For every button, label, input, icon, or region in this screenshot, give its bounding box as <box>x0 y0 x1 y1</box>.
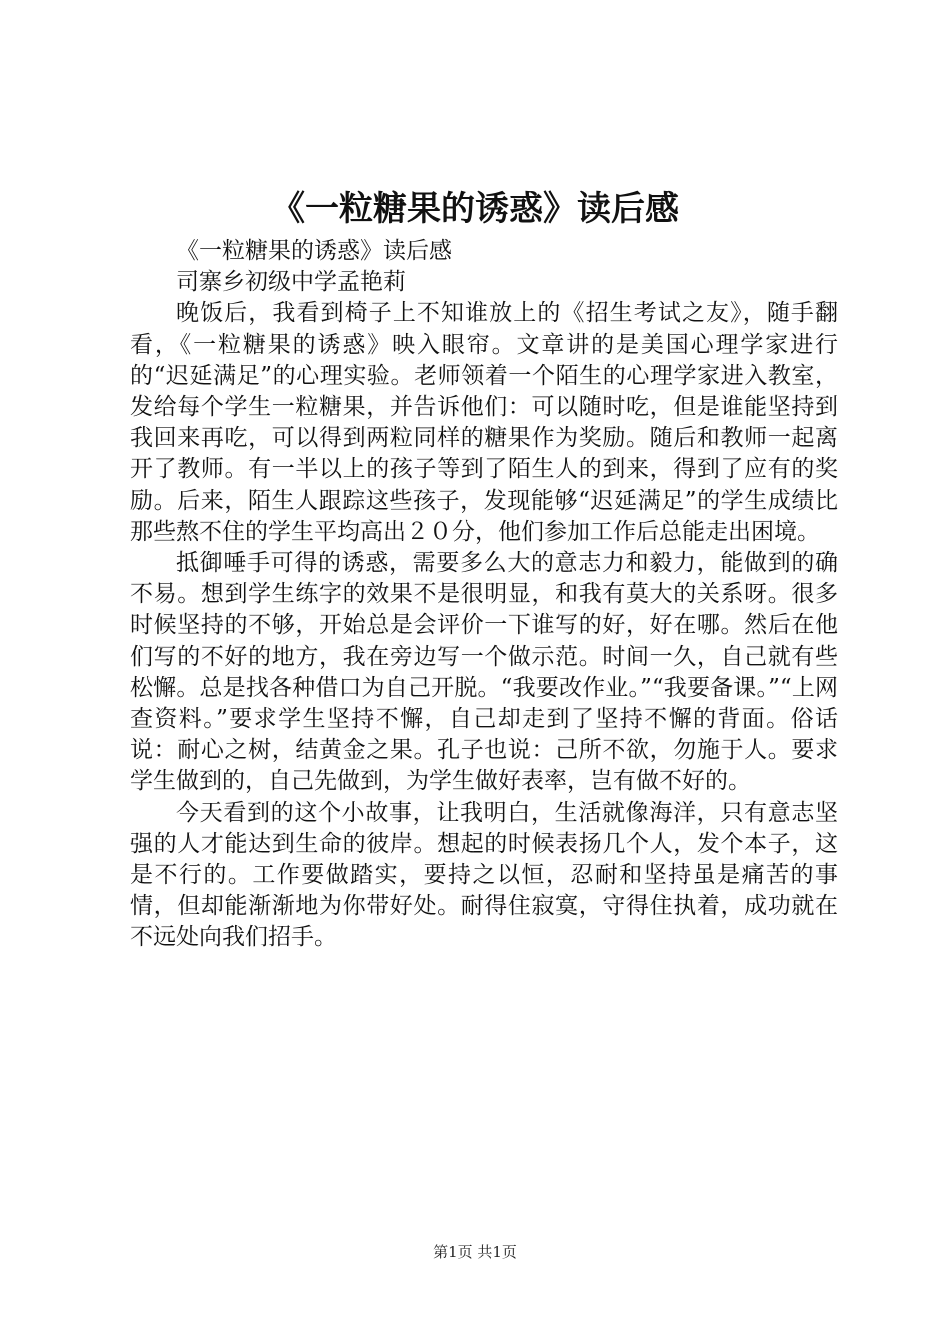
paragraph-subtitle: 《一粒糖果的诱惑》读后感 <box>176 238 452 264</box>
paragraph-3: 今天看到的这个小故事，让我明白，生活就像海洋，只有意志坚强的人才能达到生命的彼岸。想起的时候表扬几个人，发个本子，这是不行的。工作要做踏实，要持之以恒，忍耐和坚持虽是痛苦的事情，但却能渐渐地为你带好处。耐得住寂寞，守得住执着，成功就在不远处向我们招手。 <box>130 799 838 951</box>
document-body <box>130 236 838 954</box>
paragraph-2: 抵御唾手可得的诱惑，需要多么大的意志力和毅力，能做到的确不易。想到学生练字的效果不是很明显，和我有莫大的关系呀。很多时候坚持的不够，开始总是会评价一下谁写的好，好在哪。然后在他们写的不好的地方，我在旁边写一个做示范。时间一久，自己就有些松懈。总是找各种借口为自己开脱。“我要改作业。”“我要备课。”“上网查资料。”要求学生坚持不懈，自己却走到了坚持不懈的背面。俗话说：耐心之树，结黄金之果。孔子也说：己所不欲，勿施于人。要求学生做到的，自己先做到，为学生做好表率，岂有做不好的。 <box>130 550 838 795</box>
paragraph-author: 司寨乡初级中学孟艳莉 <box>176 269 406 296</box>
paragraph-1: 晚饭后，我看到椅子上不知谁放上的《招生考试之友》，随手翻看，《一粒糖果的诱惑》映入眼帘。文章讲的是美国心理学家进行的“迟延满足”的心理实验。老师领着一个陌生的心理学家进入教室，发给每个学生一粒糖果，并告诉他们：可以随时吃，但是谁能坚持到我回来再吃，可以得到两粒同样的糖果作为奖励。随后和教师一起离开了教师。有一半以上的孩子等到了陌生人的到来，得到了应有的奖励。后来，陌生人跟踪这些孩子，发现能够“迟延满足”的学生成绩比那些熬不住的学生平均高出２０分，他们参加工作后总能走出困境。 <box>130 300 838 545</box>
page-footer: 第1页 共1页 <box>433 1243 517 1261</box>
document-title: 《一粒糖果的诱惑》读后感 <box>271 189 679 229</box>
